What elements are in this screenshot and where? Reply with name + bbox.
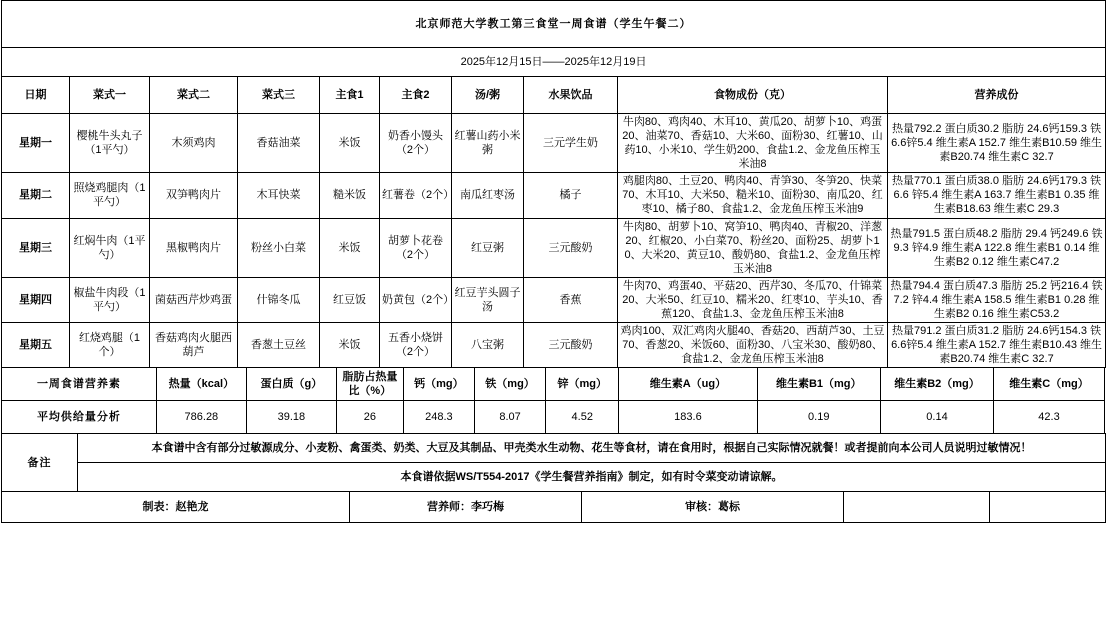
nutrient-value-calcium: 248.3 xyxy=(403,401,474,434)
date-range: 2025年12月15日——2025年12月19日 xyxy=(2,48,1106,77)
soup-porridge: 红豆粥 xyxy=(452,218,524,277)
day-label: 星期二 xyxy=(2,173,70,218)
remarks-row-two xyxy=(2,463,1106,492)
dish-two: 双笋鸭肉片 xyxy=(150,173,238,218)
footer-reviewer: 审核：葛标 xyxy=(582,492,844,523)
nutrition-info: 热量791.5 蛋白质48.2 脂肪 29.4 钙249.6 铁9.3 锌4.9 维生素A 122.8 维生素B1 0.14 维生素B2 0.12 维生素C47.2 xyxy=(888,218,1106,277)
weekly-menu-table xyxy=(1,0,1106,368)
fruit-drink: 三元学生奶 xyxy=(524,114,618,173)
day-label: 星期五 xyxy=(2,323,70,368)
nutrient-value-protein: 39.18 xyxy=(246,401,336,434)
footer-spacer-right xyxy=(990,492,1106,523)
day-label: 星期三 xyxy=(2,218,70,277)
footer-row xyxy=(2,492,1106,523)
column-header-staple1: 主食1 xyxy=(320,77,380,114)
remarks-row-one xyxy=(2,434,1106,463)
dish-one: 椒盐牛肉段（1平勺） xyxy=(70,277,150,322)
column-header-dish1: 菜式一 xyxy=(70,77,150,114)
date-range-row xyxy=(2,48,1106,77)
food-composition: 牛肉80、胡萝卜10、窝笋10、鸭肉40、青椒20、洋葱20、红椒20、小白菜70、粉丝20、面粉25、胡萝卜10、大米20、黄豆10、酸奶80、食盐1.2、金龙鱼压榨玉米油8 xyxy=(618,218,888,277)
staple-one: 糙米饭 xyxy=(320,173,380,218)
nutrition-info: 热量770.1 蛋白质38.0 脂肪 24.6钙179.3 铁6.6 锌5.4 维生素A 163.7 维生素B1 0.35 维生素B18.63 维生素C 29.3 xyxy=(888,173,1106,218)
food-composition: 鸡肉100、双汇鸡肉火腿40、香菇20、西葫芦30、土豆70、香葱20、米饭60、面粉30、八宝米30、酸奶80、食盐1.2、金龙鱼压榨玉米油8 xyxy=(618,323,888,368)
staple-two: 五香小烧饼（2个） xyxy=(380,323,452,368)
dish-two: 黑椒鸭肉片 xyxy=(150,218,238,277)
remarks-footer-table xyxy=(1,433,1106,523)
fruit-drink: 香蕉 xyxy=(524,277,618,322)
dish-one: 红烧鸡腿（1个） xyxy=(70,323,150,368)
dish-one: 樱桃牛头丸子（1平勺） xyxy=(70,114,150,173)
nutrient-value-vitamin-b1: 0.19 xyxy=(757,401,880,434)
nutrient-value-energy: 786.28 xyxy=(156,401,246,434)
nutrient-header-energy: 热量（kcal） xyxy=(156,368,246,401)
nutrition-info: 热量792.2 蛋白质30.2 脂肪 24.6钙159.3 铁6.6锌5.4 维生素A 152.7 维生素B10.59 维生素B20.74 维生素C 32.7 xyxy=(888,114,1106,173)
column-header-date: 日期 xyxy=(2,77,70,114)
nutrient-value-iron: 8.07 xyxy=(474,401,545,434)
column-header-composition: 食物成份（克） xyxy=(618,77,888,114)
food-composition: 牛肉70、鸡蛋40、平菇20、西芹30、冬瓜70、什锦菜20、大米50、红豆10、糯米20、红枣10、芋头10、香蕉120、食盐1.3、金龙鱼压榨玉米油8 xyxy=(618,277,888,322)
staple-one: 米饭 xyxy=(320,218,380,277)
soup-porridge: 红豆芋头圆子汤 xyxy=(452,277,524,322)
fruit-drink: 橘子 xyxy=(524,173,618,218)
average-supply-label: 平均供给量分析 xyxy=(2,401,157,434)
staple-two: 奶香小馒头（2个） xyxy=(380,114,452,173)
page-title: 北京师范大学教工第三食堂一周食谱（学生午餐二） xyxy=(415,17,692,30)
nutrient-header-vitamin-b2: 维生素B2（mg） xyxy=(880,368,993,401)
remarks-label: 备注 xyxy=(2,434,78,492)
staple-one: 米饭 xyxy=(320,114,380,173)
staple-one: 米饭 xyxy=(320,323,380,368)
summary-row-label: 一周食谱营养素 xyxy=(2,368,157,401)
food-composition: 牛肉80、鸡肉40、木耳10、黄瓜20、胡萝卜10、鸡蛋20、油菜70、香菇10、大米60、面粉30、红薯10、山药10、小米10、学生奶200、食盐1.2、金龙鱼压榨玉米油8 xyxy=(618,114,888,173)
dish-two: 木须鸡肉 xyxy=(150,114,238,173)
table-row xyxy=(2,173,1106,218)
table-header-row xyxy=(2,77,1106,114)
column-header-staple2: 主食2 xyxy=(380,77,452,114)
table-row xyxy=(2,323,1106,368)
nutrient-value-vitamin-c: 42.3 xyxy=(994,401,1105,434)
column-header-fruit-drink: 水果饮品 xyxy=(524,77,618,114)
nutrient-value-vitamin-b2: 0.14 xyxy=(880,401,993,434)
nutrition-info: 热量794.4 蛋白质47.3 脂肪 25.2 钙216.4 铁7.2 锌4.4 维生素A 158.5 维生素B1 0.28 维生素B2 0.16 维生素C53.2 xyxy=(888,277,1106,322)
food-composition: 鸡腿肉80、土豆20、鸭肉40、青笋30、冬笋20、快菜70、木耳10、大米50、糙米10、面粉30、南瓜20、红枣10、橘子80、食盐1.2、金龙鱼压榨玉米油9 xyxy=(618,173,888,218)
nutrient-header-fat-ratio: 脂肪占热量比（%） xyxy=(336,368,403,401)
day-label: 星期一 xyxy=(2,114,70,173)
footer-spacer-left xyxy=(844,492,990,523)
staple-two: 奶黄包（2个） xyxy=(380,277,452,322)
fruit-drink: 三元酸奶 xyxy=(524,323,618,368)
column-header-dish3: 菜式三 xyxy=(238,77,320,114)
nutrient-value-zinc: 4.52 xyxy=(546,401,619,434)
soup-porridge: 八宝粥 xyxy=(452,323,524,368)
dish-one: 照烧鸡腿肉（1平勺） xyxy=(70,173,150,218)
nutrient-header-protein: 蛋白质（g） xyxy=(246,368,336,401)
dish-three: 什锦冬瓜 xyxy=(238,277,320,322)
nutrient-value-fat-ratio: 26 xyxy=(336,401,403,434)
column-header-dish2: 菜式二 xyxy=(150,77,238,114)
dish-three: 粉丝小白菜 xyxy=(238,218,320,277)
remarks-allergen-text: 本食谱中含有部分过敏源成分、小麦粉、禽蛋类、奶类、大豆及其制品、甲壳类水生动物、花生等食材，请在食用时，根据自己实际情况就餐！或者提前向本公司人员说明过敏情况！ xyxy=(78,434,1106,463)
dish-two: 香菇鸡肉火腿西葫芦 xyxy=(150,323,238,368)
dish-one: 红焖牛肉（1平勺） xyxy=(70,218,150,277)
staple-two: 红薯卷（2个） xyxy=(380,173,452,218)
nutrient-header-calcium: 钙（mg） xyxy=(403,368,474,401)
nutrient-value-row xyxy=(2,401,1105,434)
nutrient-header-zinc: 锌（mg） xyxy=(546,368,619,401)
nutrient-summary-table xyxy=(1,367,1105,434)
dish-two: 菌菇西芹炒鸡蛋 xyxy=(150,277,238,322)
staple-one: 红豆饭 xyxy=(320,277,380,322)
day-label: 星期四 xyxy=(2,277,70,322)
table-row xyxy=(2,114,1106,173)
nutrient-header-vitamin-c: 维生素C（mg） xyxy=(994,368,1105,401)
dish-three: 木耳快菜 xyxy=(238,173,320,218)
soup-porridge: 南瓜红枣汤 xyxy=(452,173,524,218)
nutrient-header-vitamin-b1: 维生素B1（mg） xyxy=(757,368,880,401)
column-header-soup: 汤/粥 xyxy=(452,77,524,114)
footer-preparer: 制表：赵艳龙 xyxy=(2,492,350,523)
nutrition-info: 热量791.2 蛋白质31.2 脂肪 24.6钙154.3 铁6.6锌5.4 维生素A 152.7 维生素B10.43 维生素B20.74 维生素C 32.7 xyxy=(888,323,1106,368)
soup-porridge: 红薯山药小米粥 xyxy=(452,114,524,173)
remarks-standard-text: 本食谱依据WS/T554-2017《学生餐营养指南》制定，如有时令菜变动请谅解。 xyxy=(78,463,1106,492)
dish-three: 香菇油菜 xyxy=(238,114,320,173)
footer-nutritionist: 营养师：李巧梅 xyxy=(350,492,582,523)
dish-three: 香葱土豆丝 xyxy=(238,323,320,368)
fruit-drink: 三元酸奶 xyxy=(524,218,618,277)
nutrient-header-row xyxy=(2,368,1105,401)
nutrient-value-vitamin-a: 183.6 xyxy=(619,401,757,434)
column-header-nutrition: 营养成份 xyxy=(888,77,1106,114)
nutrient-header-iron: 铁（mg） xyxy=(474,368,545,401)
table-row xyxy=(2,277,1106,322)
staple-two: 胡萝卜花卷（2个） xyxy=(380,218,452,277)
title-row xyxy=(2,1,1106,48)
table-row xyxy=(2,218,1106,277)
nutrient-header-vitamin-a: 维生素A（ug） xyxy=(619,368,757,401)
